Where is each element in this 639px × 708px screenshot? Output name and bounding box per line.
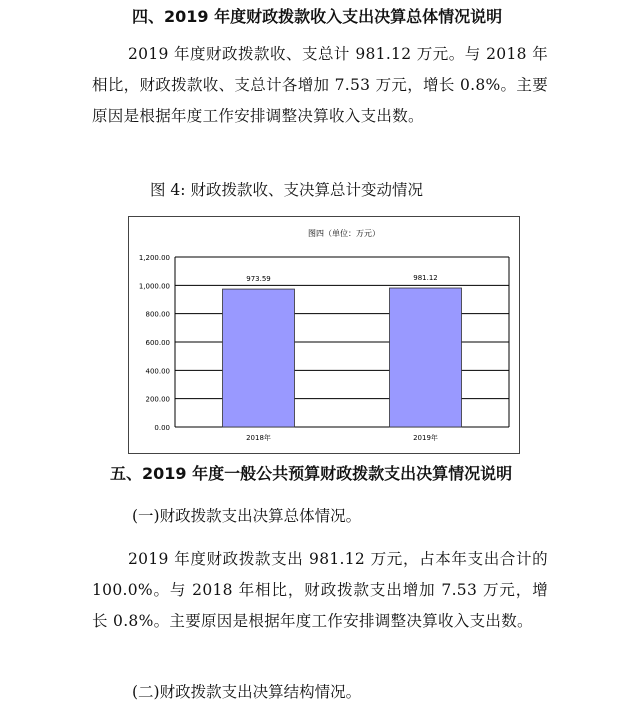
bar-chart — [128, 216, 520, 454]
y-tick-label: 1,000.00 — [138, 282, 170, 291]
y-tick-label: 200.00 — [145, 395, 170, 404]
x-tick-label: 2018年 — [246, 434, 271, 442]
section5-paragraph: 2019 年度财政拨款支出 981.12 万元，占本年支出合计的 100.0%。与 2018 年相比，财政拨款支出增加 7.53 万元，增长 0.8%。主要原因是根据年度工作安排调整决算收入支出数。 — [92, 550, 548, 630]
x-tick-label: 2019年 — [413, 434, 438, 442]
figure-caption: 图 4: 财政拨款收、支决算总计变动情况 — [150, 181, 423, 199]
y-tick-label: 800.00 — [145, 310, 170, 319]
y-tick-label: 0.00 — [154, 424, 170, 432]
y-tick-label: 600.00 — [145, 339, 170, 347]
subheading-structure: (二)财政拨款支出决算结构情况。 — [132, 683, 362, 701]
bar-chart-svg — [129, 217, 519, 453]
section4-paragraph: 2019 年度财政拨款收、支总计 981.12 万元。与 2018 年相比，财政拨款收、支总计各增加 7.53 万元，增长 0.8%。主要原因是根据年度工作安排调整决算收入支出数。 — [92, 45, 548, 125]
subheading-overall: (一)财政拨款支出决算总体情况。 — [132, 507, 362, 525]
chart-title: 图四（单位：万元） — [308, 229, 380, 238]
bar — [223, 289, 295, 427]
section4-heading: 四、2019 年度财政拨款收入支出决算总体情况说明 — [132, 7, 503, 26]
data-label: 973.59 — [246, 275, 271, 284]
bar — [390, 288, 462, 427]
section5-heading: 五、2019 年度一般公共预算财政拨款支出决算情况说明 — [110, 464, 513, 483]
data-label: 981.12 — [413, 274, 438, 283]
y-tick-label: 400.00 — [145, 367, 170, 376]
y-tick-label: 1,200.00 — [138, 254, 170, 262]
